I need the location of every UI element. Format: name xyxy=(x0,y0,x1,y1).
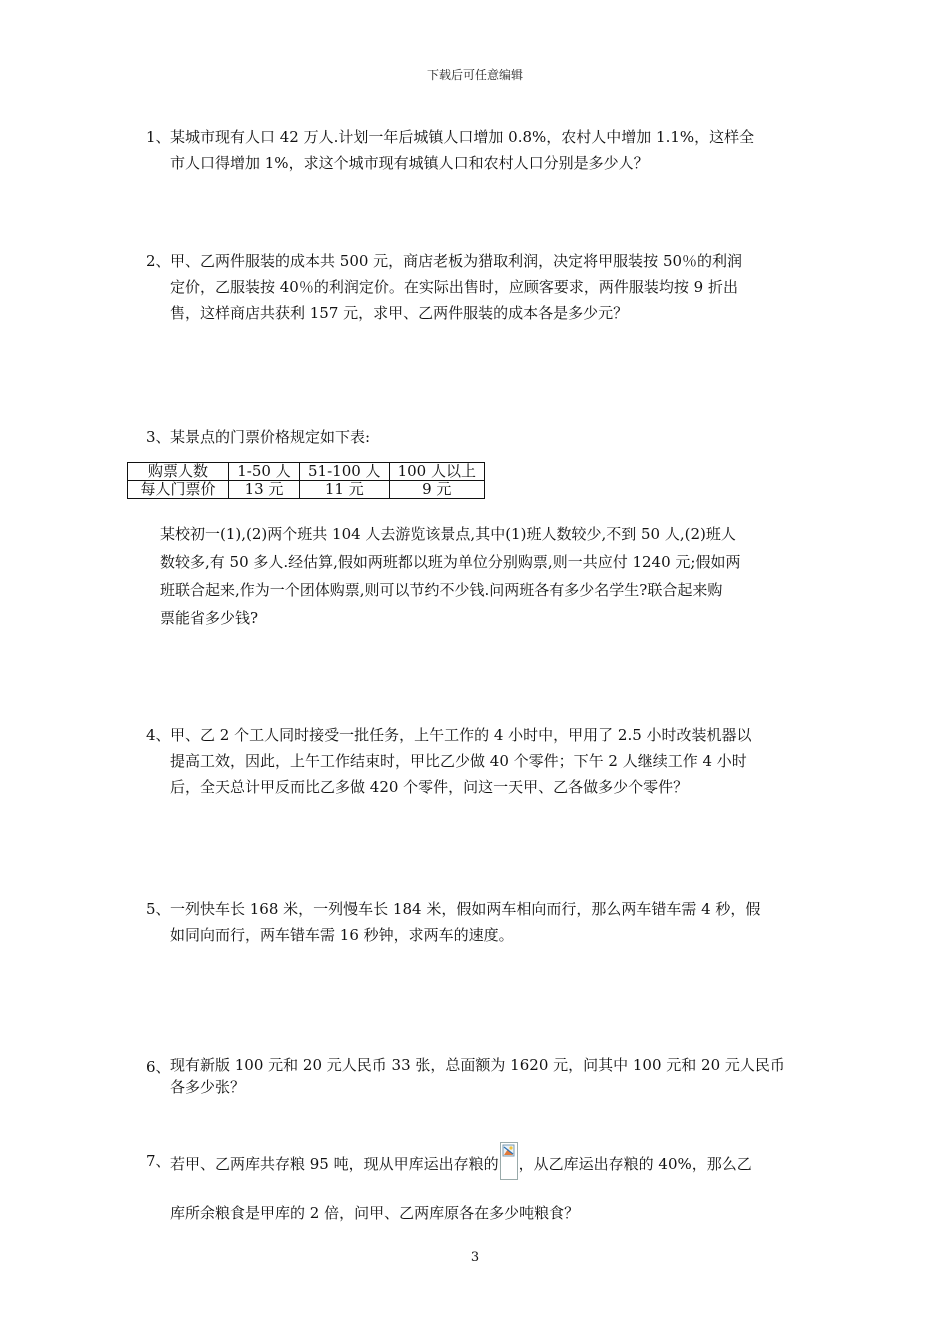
problem-text-line xyxy=(170,1146,810,1184)
problem-text-fragment: 若甲、乙两库共存粮 95 吨，现从甲库运出存粮的 xyxy=(170,1155,499,1173)
problem-text-line: 甲、乙两件服装的成本共 500 元，商店老板为猎取利润，决定将甲服装按 50％的利润 xyxy=(170,252,743,270)
problem-text-fragment: ，从乙库运出存粮的 40%，那么乙 xyxy=(518,1155,752,1173)
table-cell: 购票人数 xyxy=(128,463,229,481)
problem-number: 4、 xyxy=(146,726,171,744)
problem-7 xyxy=(146,1146,810,1228)
problem-text-line: 数较多,有 50 多人.经估算,假如两班都以班为单位分别购票,则一共应付 1240 元;假如两 xyxy=(160,553,741,571)
problem-3-detail xyxy=(160,520,810,632)
problem-number: 2、 xyxy=(146,252,171,270)
problem-text-line: 某校初一(1),(2)两个班共 104 人去游览该景点,其中(1)班人数较少,不到 50 人,(2)班人 xyxy=(160,525,736,543)
problem-6 xyxy=(146,1054,810,1098)
problem-text-line: 班联合起来,作为一个团体购票,则可以节约不少钱.问两班各有多少名学生?联合起来购 xyxy=(160,581,723,599)
problem-text-line: 售，这样商店共获利 157 元，求甲、乙两件服装的成本各是多少元？ xyxy=(170,304,629,322)
page-header: 下载后可任意编辑 xyxy=(426,68,523,82)
problem-text-line: 票能省多少钱? xyxy=(160,609,259,627)
problem-5 xyxy=(146,896,810,948)
table-row xyxy=(128,463,485,481)
table-cell: 每人门票价 xyxy=(128,481,229,499)
problem-text-line: 如同向而行，两车错车需 16 秒钟，求两车的速度。 xyxy=(170,926,514,944)
problem-text-line: 某城市现有人口 42 万人.计划一年后城镇人口增加 0.8%，农村人中增加 1.1%，这样全 xyxy=(170,128,755,146)
problem-text-line: 市人口得增加 1%，求这个城市现有城镇人口和农村人口分别是多少人？ xyxy=(170,154,649,172)
ticket-price-table xyxy=(127,462,485,499)
table-cell: 11 元 xyxy=(300,481,390,499)
table-cell: 1-50 人 xyxy=(229,463,300,481)
problem-number: 1、 xyxy=(146,128,171,146)
table-cell: 100 人以上 xyxy=(389,463,484,481)
problem-text-line: 库所余粮食是甲库的 2 倍，问甲、乙两库原各在多少吨粮食？ xyxy=(170,1204,580,1222)
problem-text-line: 提高工效，因此，上午工作结束时，甲比乙少做 40 个零件；下午 2 人继续工作 4 小时 xyxy=(170,752,747,770)
problem-text-line: 一列快车长 168 米，一列慢车长 184 米，假如两车相向而行，那么两车错车需 4 秒，假 xyxy=(170,900,761,918)
problem-3 xyxy=(146,424,810,450)
table-cell: 13 元 xyxy=(229,481,300,499)
problem-number: 5、 xyxy=(146,900,171,918)
table-row xyxy=(128,481,485,499)
table-cell: 51-100 人 xyxy=(300,463,390,481)
page-number: 3 xyxy=(470,1250,480,1265)
table-cell: 9 元 xyxy=(389,481,484,499)
problem-number: 7、 xyxy=(146,1152,171,1170)
problem-4 xyxy=(146,722,810,800)
problem-text-line: 各多少张？ xyxy=(170,1078,246,1096)
problem-2 xyxy=(146,248,810,326)
problem-text-line: 甲、乙 2 个工人同时接受一批任务，上午工作的 4 小时中，甲用了 2.5 小时改装机器以 xyxy=(170,726,752,744)
problem-number: 3、 xyxy=(146,428,171,446)
problem-text-line: 某景点的门票价格规定如下表: xyxy=(170,428,371,446)
problem-text-line: 后，全天总计甲反而比乙多做 420 个零件，问这一天甲、乙各做多少个零件？ xyxy=(170,778,689,796)
problem-text-line: 定价，乙服装按 40％的利润定价。在实际出售时，应顾客要求，两件服装均按 9 折出 xyxy=(170,278,738,296)
problem-number: 6、 xyxy=(146,1058,171,1076)
problem-text-line: 现有新版 100 元和 20 元人民币 33 张，总面额为 1620 元，问其中 100 元和 20 元人民币 xyxy=(170,1056,785,1074)
broken-image-icon xyxy=(500,1142,518,1180)
problem-1 xyxy=(146,124,810,176)
